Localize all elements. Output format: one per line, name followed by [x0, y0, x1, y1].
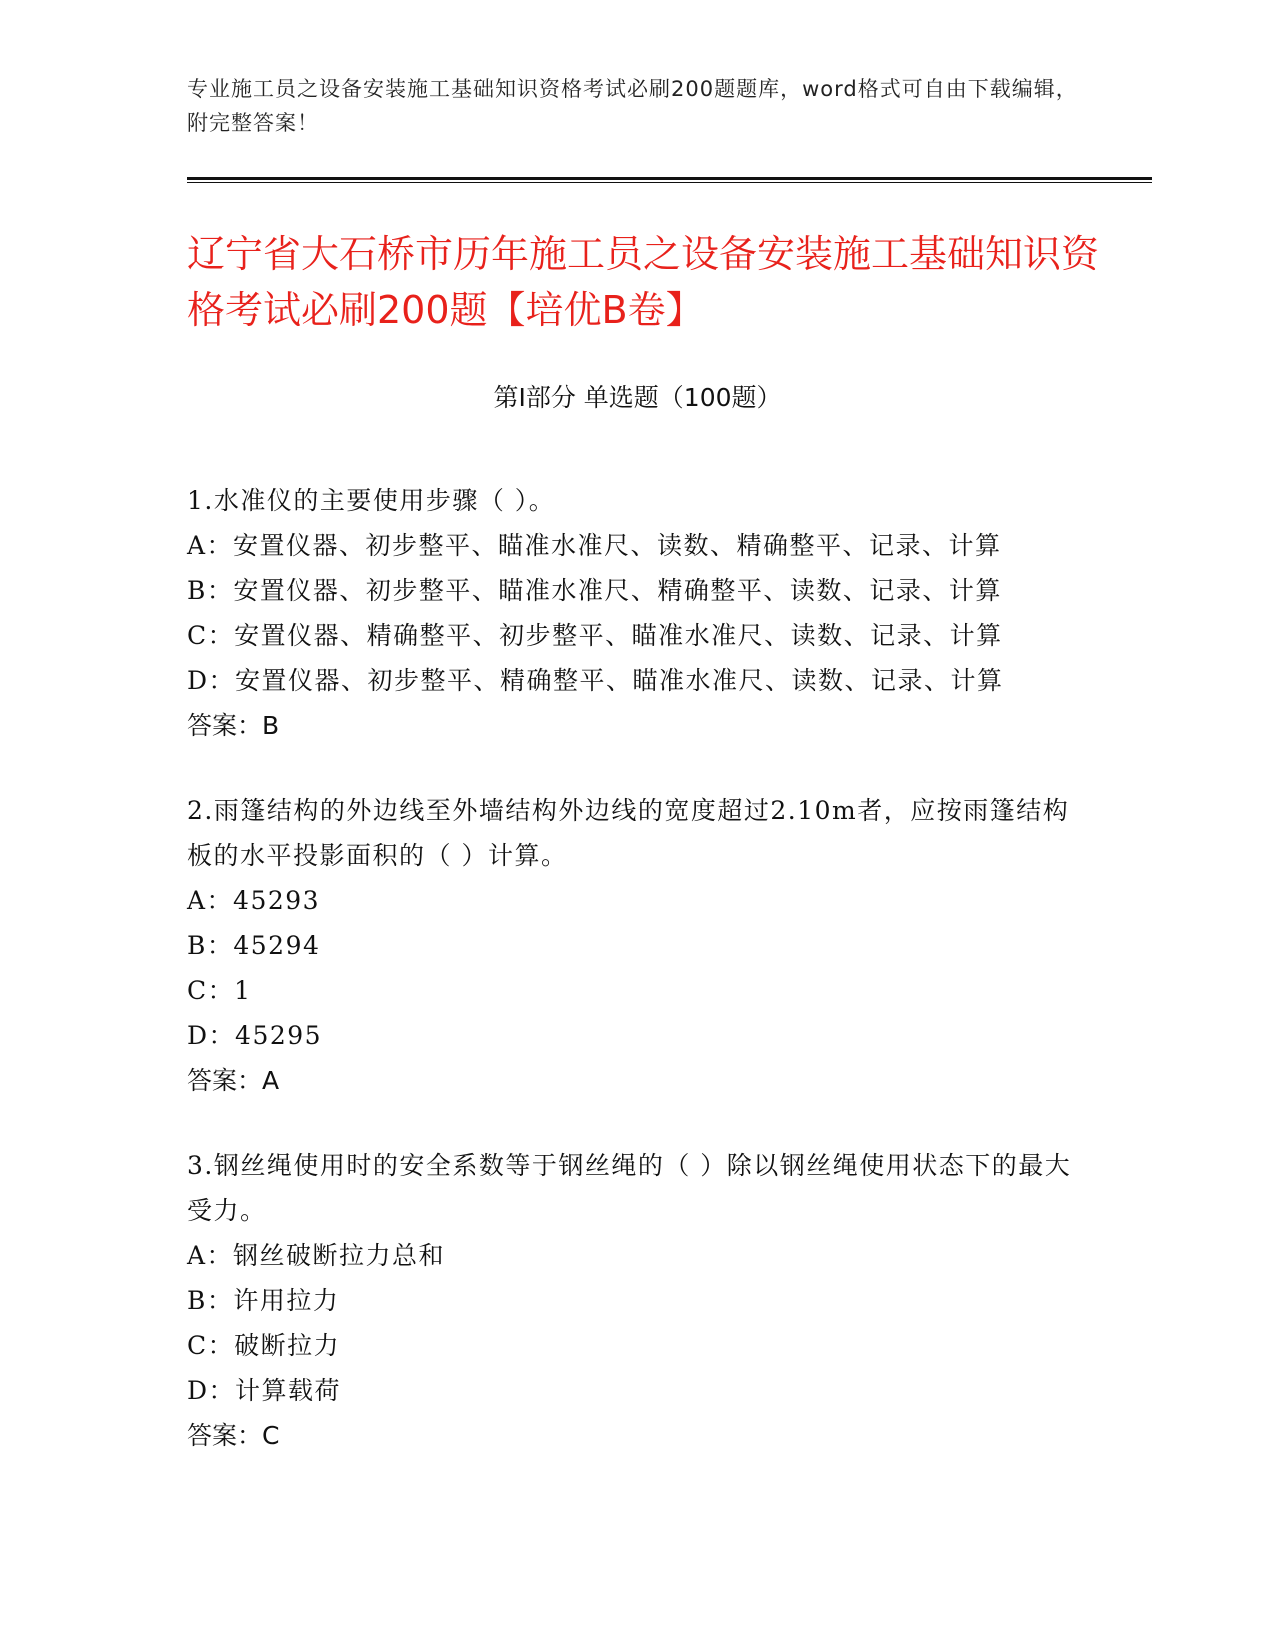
option-c: C：1	[187, 976, 252, 1005]
document-title: 辽宁省大石桥市历年施工员之设备安装施工基础知识资格考试必刷200题【培优B卷】	[187, 232, 1100, 332]
option-b: B：45294	[187, 931, 321, 960]
answer: 答案：C	[187, 1421, 280, 1450]
option-a: A：45293	[187, 886, 321, 915]
question-list	[187, 478, 1087, 1498]
option-d: D：计算载荷	[187, 1376, 342, 1405]
option-b: B：安置仪器、初步整平、瞄准水准尺、精确整平、读数、记录、计算	[187, 576, 1002, 605]
question-2	[187, 788, 1087, 1103]
option-c: C：安置仪器、精确整平、初步整平、瞄准水准尺、读数、记录、计算	[187, 621, 1003, 650]
answer: 答案：B	[187, 711, 280, 740]
question-1	[187, 478, 1087, 748]
question-stem: 1.水准仪的主要使用步骤（ ）。	[187, 486, 556, 515]
option-b: B：许用拉力	[187, 1286, 340, 1315]
page-header-text: 专业施工员之设备安装施工基础知识资格考试必刷200题题库，word格式可自由下载编辑，附完整答案！	[187, 77, 1078, 135]
option-a: A：安置仪器、初步整平、瞄准水准尺、读数、精确整平、记录、计算	[187, 531, 1002, 560]
question-3	[187, 1143, 1087, 1458]
question-stem: 2.雨篷结构的外边线至外墙结构外边线的宽度超过2.10m者，应按雨篷结构板的水平投影面积的（ ）计算。	[187, 796, 1070, 870]
option-a: A：钢丝破断拉力总和	[187, 1241, 446, 1270]
option-d: D：45295	[187, 1021, 323, 1050]
question-stem: 3.钢丝绳使用时的安全系数等于钢丝绳的（ ）除以钢丝绳使用状态下的最大受力。	[187, 1151, 1072, 1225]
answer: 答案：A	[187, 1066, 280, 1095]
option-c: C：破断拉力	[187, 1331, 341, 1360]
header-rule-thick	[187, 177, 1152, 180]
option-d: D：安置仪器、初步整平、精确整平、瞄准水准尺、读数、记录、计算	[187, 666, 1004, 695]
section-title: 第Ⅰ部分 单选题（100题）	[493, 383, 782, 412]
header-rule-thin	[187, 182, 1152, 183]
